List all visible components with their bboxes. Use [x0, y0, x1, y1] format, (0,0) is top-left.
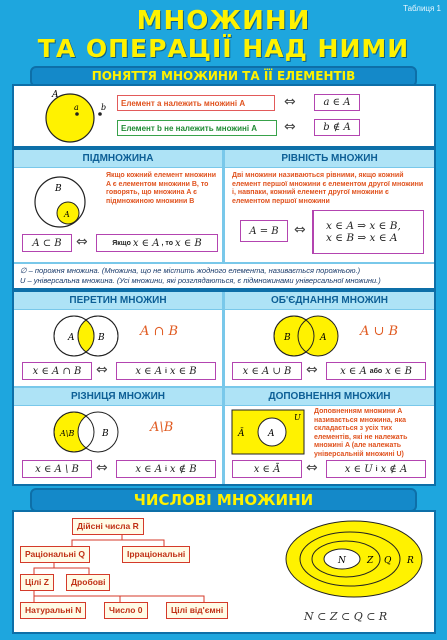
set-z-label: Z [367, 556, 374, 566]
belongs-text-box: Елемент a належить множині A [117, 95, 275, 111]
intersection-cond1: x ∈ A [135, 365, 162, 377]
not-belongs-formula-box: b ∉ A [314, 119, 360, 136]
difference-region-label: A\B [60, 429, 75, 438]
difference-formula-right [116, 460, 216, 478]
intersection-and: і [164, 367, 167, 375]
zero-box: Число 0 [104, 602, 148, 619]
equiv-arrow-2: ⇔ [284, 119, 296, 135]
set-a-circle [46, 94, 94, 142]
concept-card [12, 84, 436, 148]
intersection-formula-right [116, 362, 216, 380]
belongs-formula-box: a ∈ A [314, 94, 360, 111]
universal-set-text: – універсальна множина. (Усі множини, які розглядаються, є підмножинами універсальної множини.) [27, 276, 381, 285]
union-cond2: x ∈ B [385, 365, 412, 377]
rational-numbers-box: Раціональні Q [20, 546, 90, 563]
difference-diagram [34, 408, 144, 456]
nested-sets-diagram [284, 518, 424, 600]
equality-definition: Дві множини називаються рівними, якщо кожний елемент першої множини є елементом другої множини і, навпаки, кожний елемент другої множини є елементом першої множини [232, 172, 424, 205]
subset-formula-box: A ⊂ B [22, 234, 72, 252]
concept-banner: ПОНЯТТЯ МНОЖИНИ ТА ЇЇ ЕЛЕМЕНТІВ [30, 66, 417, 87]
equality-system-line1: x ∈ A ⇒ x ∈ B, [326, 220, 401, 232]
subset-diagram [22, 170, 102, 232]
difference-heading: РІЗНИЦЯ МНОЖИН [14, 388, 222, 406]
complement-formula-right [326, 460, 426, 478]
difference-operation: A\B [150, 420, 174, 435]
difference-formula-left: x ∈ A \ B [22, 460, 92, 478]
subset-then-word: , то [161, 239, 173, 247]
concept-diagram [22, 88, 122, 146]
not-belongs-text-box: Елемент b не належить множині A [117, 120, 277, 136]
set-r-label: R [407, 556, 414, 566]
complement-formula-left: x ∈ Ā [232, 460, 302, 478]
set-b-label: B [284, 333, 291, 343]
union-operation: A ∪ B [360, 324, 399, 339]
column-divider [222, 150, 225, 262]
intersection-heading: ПЕРЕТИН МНОЖИН [14, 292, 222, 310]
subset-heading: ПІДМНОЖИНА [14, 150, 222, 168]
number-sets-chain: N ⊂ Z ⊂ Q ⊂ R [304, 610, 388, 623]
union-or: або [369, 367, 383, 375]
subset-equiv-formula2: x ∈ B [175, 237, 202, 249]
notes-divider [14, 262, 434, 264]
element-a-label: a [74, 103, 79, 112]
negative-integers-box: Цілі від'ємні [166, 602, 228, 619]
natural-numbers-box: Натуральні N [20, 602, 86, 619]
irrational-numbers-box: Ірраціональні [122, 546, 190, 563]
intersection-formula-left: x ∈ A ∩ B [22, 362, 92, 380]
difference-cond1: x ∈ A [135, 463, 162, 475]
set-b-label: B [98, 333, 105, 343]
real-numbers-box: Дійсні числа R [72, 518, 144, 535]
intersection-operation: A ∩ B [140, 324, 179, 339]
difference-equiv-arrow: ⇔ [96, 460, 108, 476]
numbers-banner: ЧИСЛОВІ МНОЖИНИ [30, 488, 417, 512]
empty-set-symbol: ∅ [20, 266, 27, 275]
set-a-label: A [268, 429, 275, 439]
set-q-label: Q [384, 556, 392, 566]
complement-and: і [375, 465, 378, 473]
union-diagram [254, 312, 364, 360]
set-a-label: A [52, 90, 59, 100]
difference-and: і [164, 465, 167, 473]
union-formula-left: x ∈ A ∪ B [232, 362, 302, 380]
subset-if-word: Якщо [112, 239, 131, 247]
equality-heading: РІВНІСТЬ МНОЖИН [225, 150, 434, 168]
intersection-cond2: x ∈ B [169, 365, 197, 377]
difference-cond2: x ∉ B [169, 463, 197, 475]
fractions-box: Дробові [66, 574, 110, 591]
set-a-label: A [64, 210, 70, 219]
complement-cond2: x ∉ A [380, 463, 408, 475]
universal-set-symbol: U [20, 276, 26, 285]
set-n-label: N [338, 556, 346, 566]
set-b-label: B [102, 429, 109, 439]
set-a-label: A [68, 333, 75, 343]
set-b-label: B [55, 184, 62, 194]
equality-system-line2: x ∈ B ⇒ x ∈ A [326, 232, 398, 244]
union-formula-right [326, 362, 426, 380]
subset-equiv-arrow: ⇔ [76, 234, 88, 250]
numbers-card [12, 510, 436, 634]
element-b-dot [98, 112, 102, 116]
subset-equality-card [12, 148, 436, 290]
element-b-label: b [101, 103, 107, 112]
integers-box: Цілі Z [20, 574, 54, 591]
complement-cond1: x ∈ U [344, 463, 373, 475]
page-title-line2: ТА ОПЕРАЦІЇ НАД НИМИ [37, 34, 410, 63]
complement-heading: ДОПОВНЕННЯ МНОЖИН [225, 388, 434, 406]
complement-definition: Доповненням множини A називається множина, яка складається з усіх тих елементів, які не належать множині A (але належать універсальній множині U) [314, 408, 408, 458]
operations-card [12, 290, 436, 486]
union-equiv-arrow: ⇔ [306, 362, 318, 378]
intersection-diagram [34, 312, 144, 360]
union-cond1: x ∈ A [340, 365, 367, 377]
empty-set-note [20, 266, 430, 276]
intersection-equiv-arrow: ⇔ [96, 362, 108, 378]
subset-definition: Якщо кожний елемент множини A є елементом множини B, то говорять, що множина A є підмножиною множини B [106, 172, 217, 205]
set-a-label: A [320, 333, 327, 343]
complement-equiv-arrow: ⇔ [306, 460, 318, 476]
subset-equiv-formula1: x ∈ A [132, 237, 160, 249]
equality-formula-box: A = B [240, 220, 288, 242]
subset-equiv-box [96, 234, 218, 252]
equiv-arrow-1: ⇔ [284, 94, 296, 110]
page-title-line1: МНОЖИНИ [136, 6, 311, 36]
universal-set-note [20, 276, 430, 286]
element-a-dot [75, 112, 79, 116]
union-heading: ОБ'ЄДНАННЯ МНОЖИН [225, 292, 434, 310]
equality-equiv-arrow: ⇔ [294, 222, 306, 238]
equality-system-box [312, 210, 424, 254]
complement-label: Ā [238, 429, 245, 439]
empty-set-text: – порожня множина. (Множина, що не містить жодного елемента, називається порожньою.) [28, 266, 361, 275]
table-number: Таблиця 1 [403, 4, 441, 13]
universe-label: U [294, 413, 301, 422]
complement-diagram [230, 408, 310, 458]
